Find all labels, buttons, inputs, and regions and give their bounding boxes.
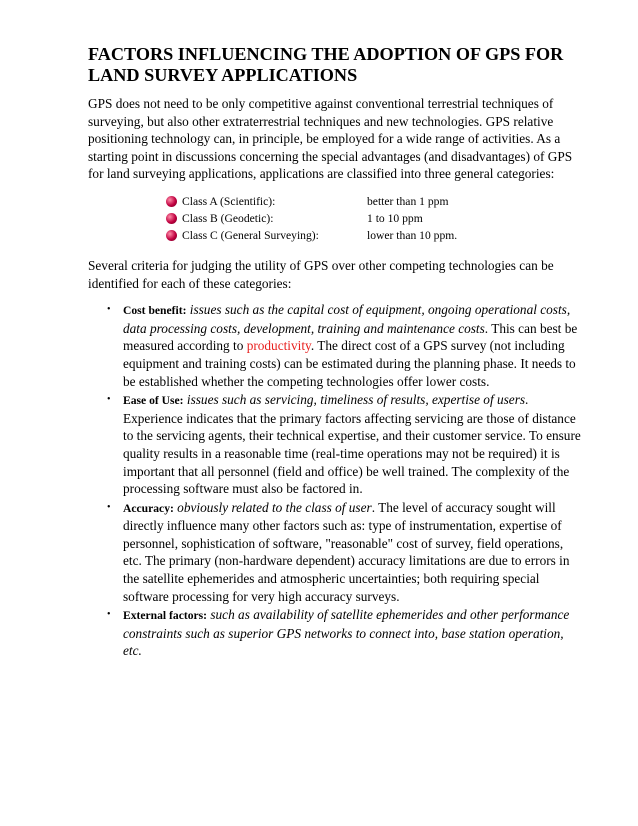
bullet-icon: • [107, 501, 111, 513]
criterion-label: Accuracy: [123, 501, 174, 515]
intro-paragraph: GPS does not need to be only competitive against conventional terrestrial techniques of surveying, but also other extraterrestrial techniques and new technologies. GPS relative positioning technology can, in principle, be employed for a wide range of activities. As a starting point in discussions concerning the special advantages (and disadvantages) of GPS for land surveying applications, applications are classified into three general categories: [88, 96, 573, 182]
class-accuracy: lower than 10 ppm. [367, 228, 458, 242]
criterion-text: . Experience indicates that the primary factors affecting servicing are those of distance to the servicing agents, their technical expertise, and their customer service. To ensure quality results in a reasonable time (real-time operations may not be required) it is important that all personnel (field and office) be well trained. The complexity of the processing software must also be factored in. [123, 392, 581, 497]
criterion-italic: issues such as the capital cost of equipment, ongoing operational costs, data processing costs, development, training and maintenance costs [123, 302, 571, 336]
class-name: Class C (General Surveying): [182, 228, 319, 242]
criterion-text: . This can best be measured according to [123, 320, 578, 354]
class-accuracy: 1 to 10 ppm [367, 211, 423, 225]
class-accuracy: better than 1 ppm [367, 194, 449, 208]
criterion-italic: obviously related to the class of user [173, 499, 372, 515]
criterion-italic: such as availability of satellite ephemerides and other performance constraints such as superior GPS networks to connect into, base station operation, etc. [123, 607, 570, 659]
productivity-link[interactable]: productivity [246, 338, 311, 354]
class-name: Class A (Scientific): [182, 194, 276, 208]
criterion-item [88, 301, 584, 390]
criterion-label: External factors: [123, 609, 208, 623]
class-name: Class B (Geodetic): [182, 211, 274, 225]
class-item [166, 193, 584, 210]
criterion-text: . The level of accuracy sought will directly influence many other factors such as: type of instrumentation, expertise of personnel, sophistication of software, "reasonable" cost of survey, field operations, etc. The primary (non-hardware dependent) accuracy limitations are due to errors in the satellite ephemerides and atmospheric uncertainties; both requiring special software processing for very high accuracy surveys. [123, 499, 570, 604]
bullet-icon: • [107, 394, 111, 406]
class-item [166, 210, 584, 227]
criterion-text: . The direct cost of a GPS survey (not including equipment and training costs) can be estimated during the planning phase. It needs to be established whether the competing technologies offer lower costs. [123, 338, 576, 389]
criteria-list [88, 301, 584, 660]
criterion-label: Cost benefit: [123, 304, 187, 318]
criterion-item [88, 391, 584, 498]
criterion-item [88, 606, 584, 660]
criteria-intro-paragraph: Several criteria for judging the utility of GPS over other competing technologies can be identified for each of these categories: [88, 257, 554, 291]
bullet-ball-icon [166, 196, 177, 207]
bullet-ball-icon [166, 213, 177, 224]
bullet-icon: • [107, 304, 111, 316]
page-title: FACTORS INFLUENCING THE ADOPTION OF GPS FOR LAND SURVEY APPLICATIONS [88, 44, 564, 85]
document-page [88, 44, 584, 661]
bullet-icon: • [107, 609, 111, 621]
criterion-item [88, 499, 584, 606]
criterion-italic: issues such as servicing, timeliness of results, expertise of users [183, 392, 526, 408]
criterion-label: Ease of Use: [123, 394, 184, 408]
class-list [166, 193, 584, 244]
bullet-ball-icon [166, 230, 177, 241]
class-item [166, 227, 584, 244]
